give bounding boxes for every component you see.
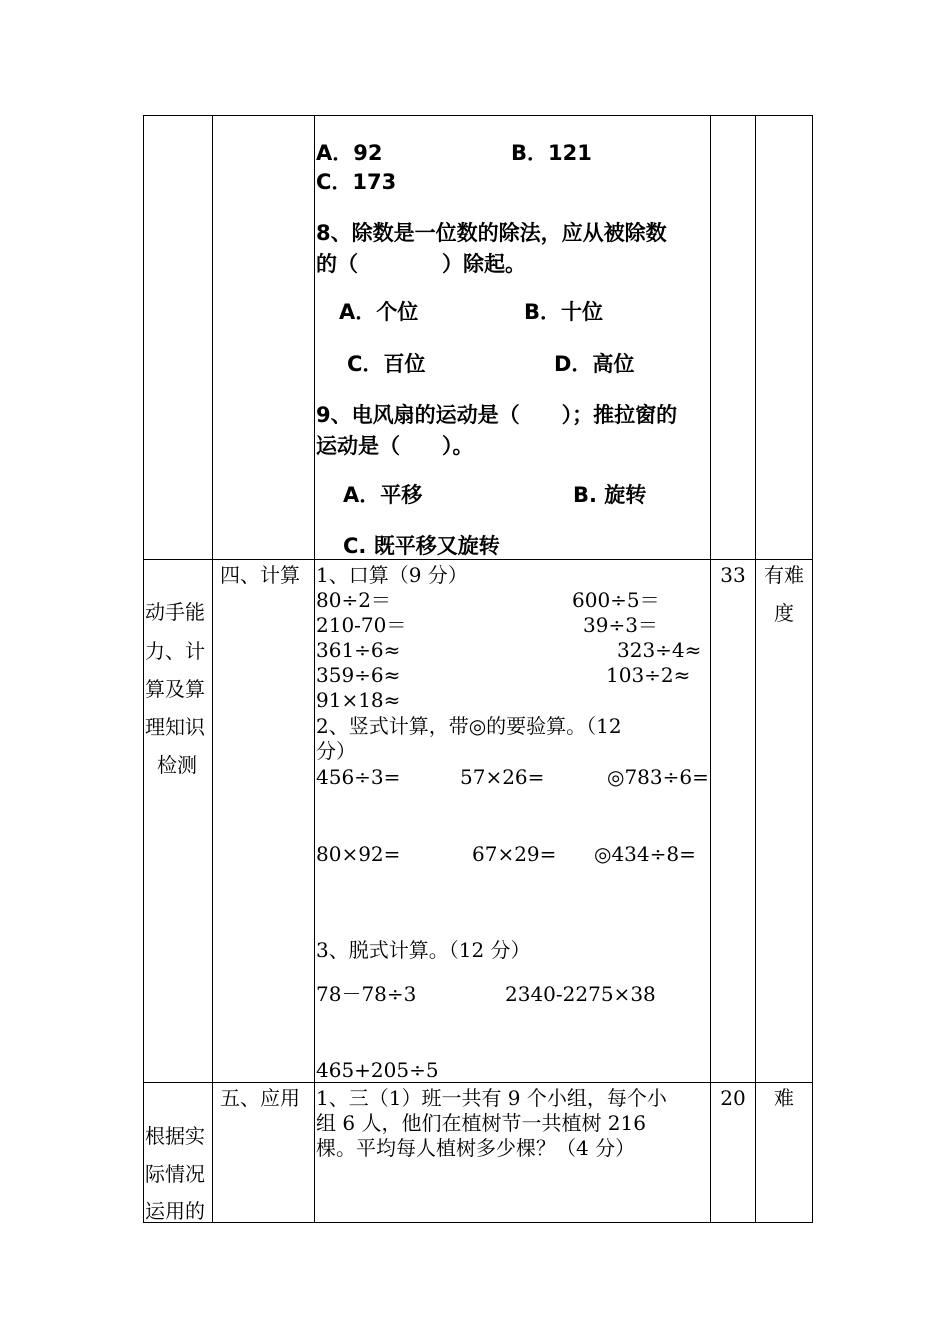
section-2-label-line-4: 理知识: [145, 715, 205, 739]
question-8-option-b: B．十位: [524, 300, 604, 324]
column-divider-6: [812, 115, 813, 1223]
option-b-121: B．121: [511, 141, 592, 165]
vertical-calc-heading-line-1: 2、竖式计算，带◎的要验算。（12: [316, 714, 622, 738]
question-8-option-c: C．百位: [347, 352, 426, 376]
oral-item-1-right: 600÷5＝: [572, 588, 660, 612]
column-divider-1: [143, 115, 144, 1223]
question-9-option-b: B. 旋转: [573, 483, 647, 507]
section-3-label-line-1: 根据实: [145, 1124, 205, 1148]
table-border-bottom: [143, 1222, 813, 1223]
question-9-line-2: 运动是（ ）。: [316, 434, 474, 458]
section-3-score: 20: [720, 1086, 746, 1110]
oral-item-1-left: 80÷2＝: [316, 588, 391, 612]
section-2-difficulty-line-2: 度: [774, 601, 794, 625]
row-divider-1: [143, 559, 813, 560]
column-divider-2: [212, 115, 213, 1223]
question-9-option-a: A．平移: [343, 483, 423, 507]
column-divider-4: [710, 115, 711, 1223]
section-3-difficulty: 难: [774, 1086, 794, 1110]
option-a-92: A．92: [316, 141, 383, 165]
section-3-label-line-2: 际情况: [145, 1162, 205, 1186]
vertical-item-5: 67×29=: [472, 842, 557, 866]
vertical-item-4: 80×92=: [316, 842, 401, 866]
question-9-line-1: 9、电风扇的运动是（ ）；推拉窗的: [316, 403, 678, 427]
column-divider-3: [314, 115, 315, 1223]
oral-item-2-left: 210-70＝: [316, 613, 407, 637]
section-2-score: 33: [720, 563, 746, 587]
question-8-option-d: D．高位: [554, 352, 635, 376]
step-calc-heading: 3、脱式计算。（12 分）: [316, 938, 531, 962]
oral-item-5: 91×18≈: [316, 688, 401, 712]
oral-item-2-right: 39÷3＝: [583, 613, 658, 637]
vertical-item-3: ◎783÷6=: [607, 765, 709, 789]
question-8-line-2: 的（ ）除起。: [316, 252, 526, 276]
column-divider-5: [755, 115, 756, 1223]
oral-calc-heading: 1、口算（9 分）: [316, 563, 468, 587]
application-q1-line-2: 组 6 人，他们在植树节一共植树 216: [316, 1111, 646, 1135]
vertical-item-6: ◎434÷8=: [594, 842, 696, 866]
section-2-label-line-1: 动手能: [145, 600, 205, 624]
section-3-label-line-3: 运用的: [145, 1199, 205, 1223]
oral-item-3-left: 361÷6≈: [316, 638, 401, 662]
question-8-line-1: 8、除数是一位数的除法，应从被除数: [316, 221, 667, 245]
section-2-label-line-3: 算及算: [145, 677, 205, 701]
section-2-label-line-2: 力、计: [145, 639, 205, 663]
step-item-1: 78－78÷3: [316, 982, 417, 1006]
step-item-3: 465+205÷5: [316, 1058, 439, 1082]
oral-item-3-right: 323÷4≈: [617, 638, 702, 662]
question-8-option-a: A．个位: [339, 300, 419, 324]
step-item-2: 2340-2275×38: [505, 982, 656, 1006]
section-2-title: 四、计算: [220, 563, 300, 587]
section-2-label-line-5: 检测: [157, 753, 197, 777]
section-2-difficulty-line-1: 有难: [764, 563, 804, 587]
vertical-item-1: 456÷3=: [316, 765, 401, 789]
table-border-top: [143, 115, 813, 116]
application-q1-line-3: 棵。平均每人植树多少棵？（4 分）: [316, 1136, 636, 1160]
vertical-item-2: 57×26=: [460, 765, 545, 789]
oral-item-4-right: 103÷2≈: [606, 663, 691, 687]
oral-item-4-left: 359÷6≈: [316, 663, 401, 687]
vertical-calc-heading-line-2: 分）: [316, 739, 356, 763]
option-c-173: C．173: [316, 170, 397, 194]
application-q1-line-1: 1、三（1）班一共有 9 个小组，每个小: [316, 1086, 667, 1110]
row-divider-2: [143, 1082, 813, 1083]
section-3-title: 五、应用: [220, 1086, 300, 1110]
question-9-option-c: C. 既平移又旋转: [343, 534, 500, 558]
